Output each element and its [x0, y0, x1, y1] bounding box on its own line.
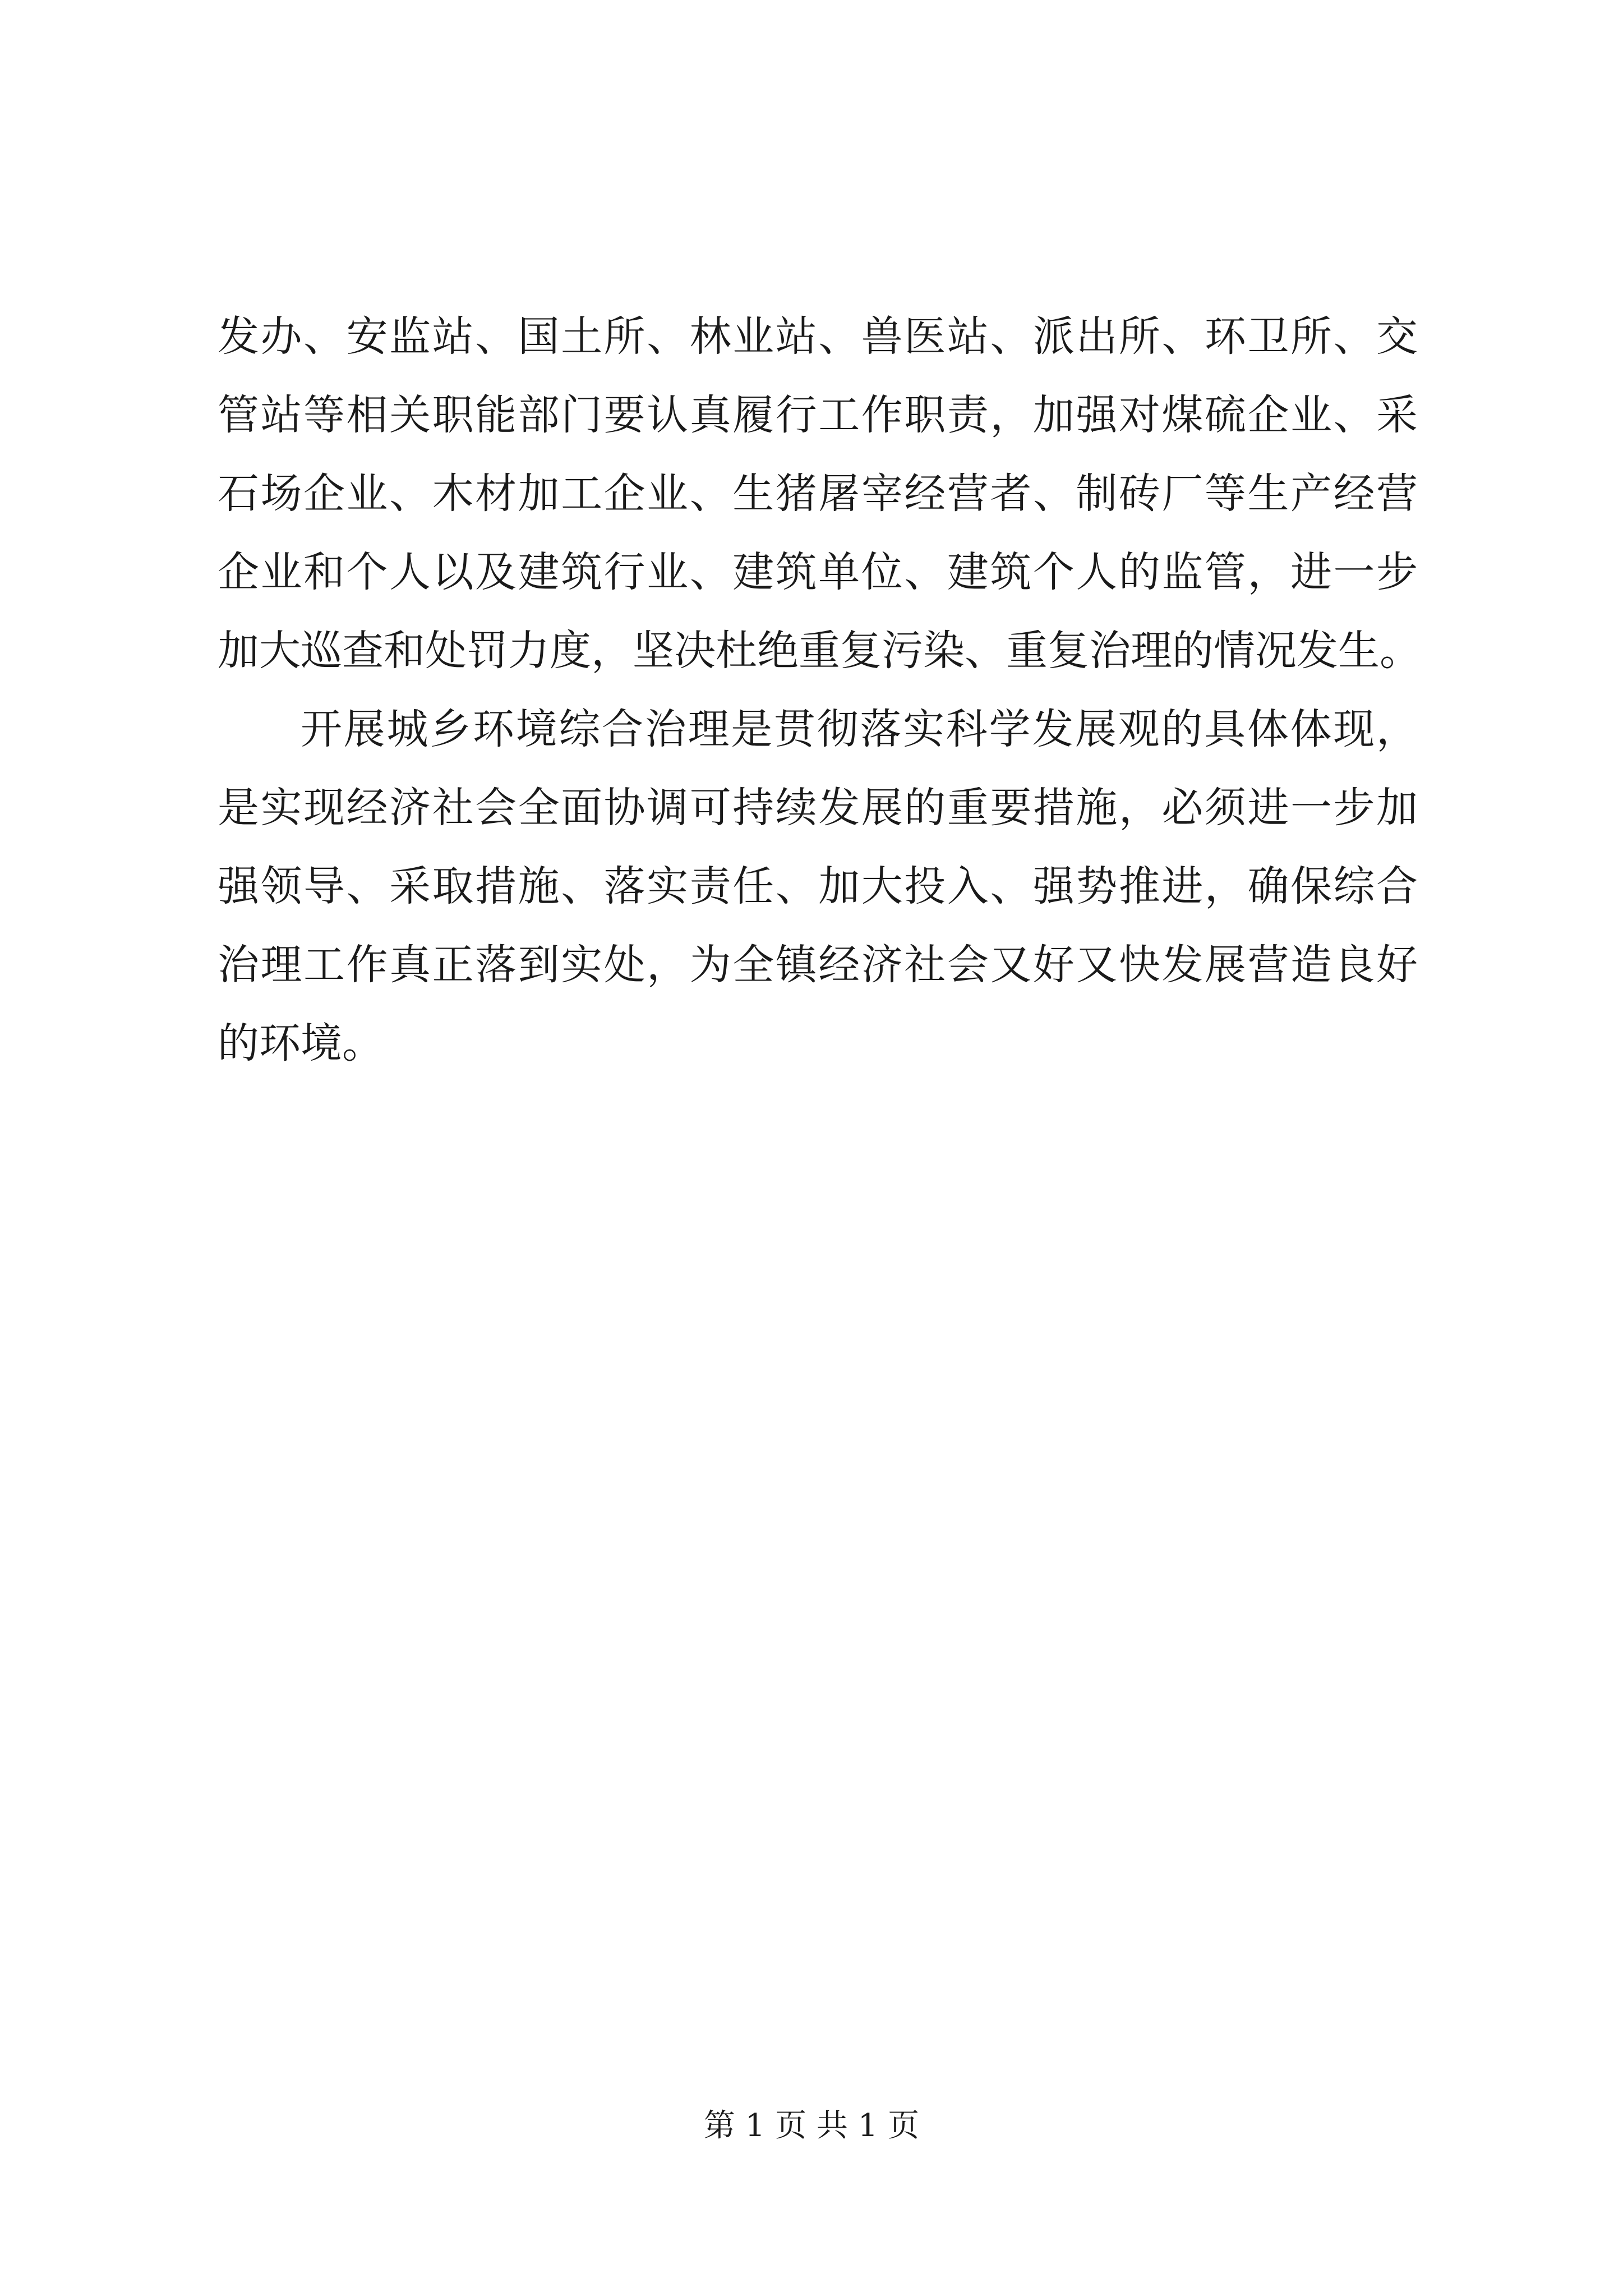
page-number-label: 第 1 页 共 1 页	[703, 2108, 920, 2144]
paragraph-2	[218, 690, 1418, 1083]
page-footer	[0, 2101, 1623, 2146]
text-line: 强领导、采取措施、落实责任、加大投入、强势推进，确保综合	[218, 862, 1418, 910]
text-line: 企业和个人以及建筑行业、建筑单位、建筑个人的监管，进一步	[218, 548, 1418, 596]
text-line: 开展城乡环境综合治理是贯彻落实科学发展观的具体体现，	[301, 705, 1418, 753]
text-line: 石场企业、木材加工企业、生猪屠宰经营者、制砖厂等生产经营	[218, 470, 1418, 518]
text-line: 加大巡查和处罚力度，坚决杜绝重复污染、重复治理的情况发生。	[218, 627, 1421, 675]
text-line: 是实现经济社会全面协调可持续发展的重要措施，必须进一步加	[218, 784, 1418, 832]
document-body	[218, 297, 1421, 1083]
text-line: 治理工作真正落到实处，为全镇经济社会又好又快发展营造良好	[218, 941, 1418, 989]
paragraph-1	[218, 297, 1421, 690]
text-line: 管站等相关职能部门要认真履行工作职责，加强对煤硫企业、采	[218, 391, 1418, 439]
text-line: 的环境。	[218, 1019, 384, 1068]
text-line: 发办、安监站、国土所、林业站、兽医站、派出所、环卫所、交	[218, 312, 1418, 361]
